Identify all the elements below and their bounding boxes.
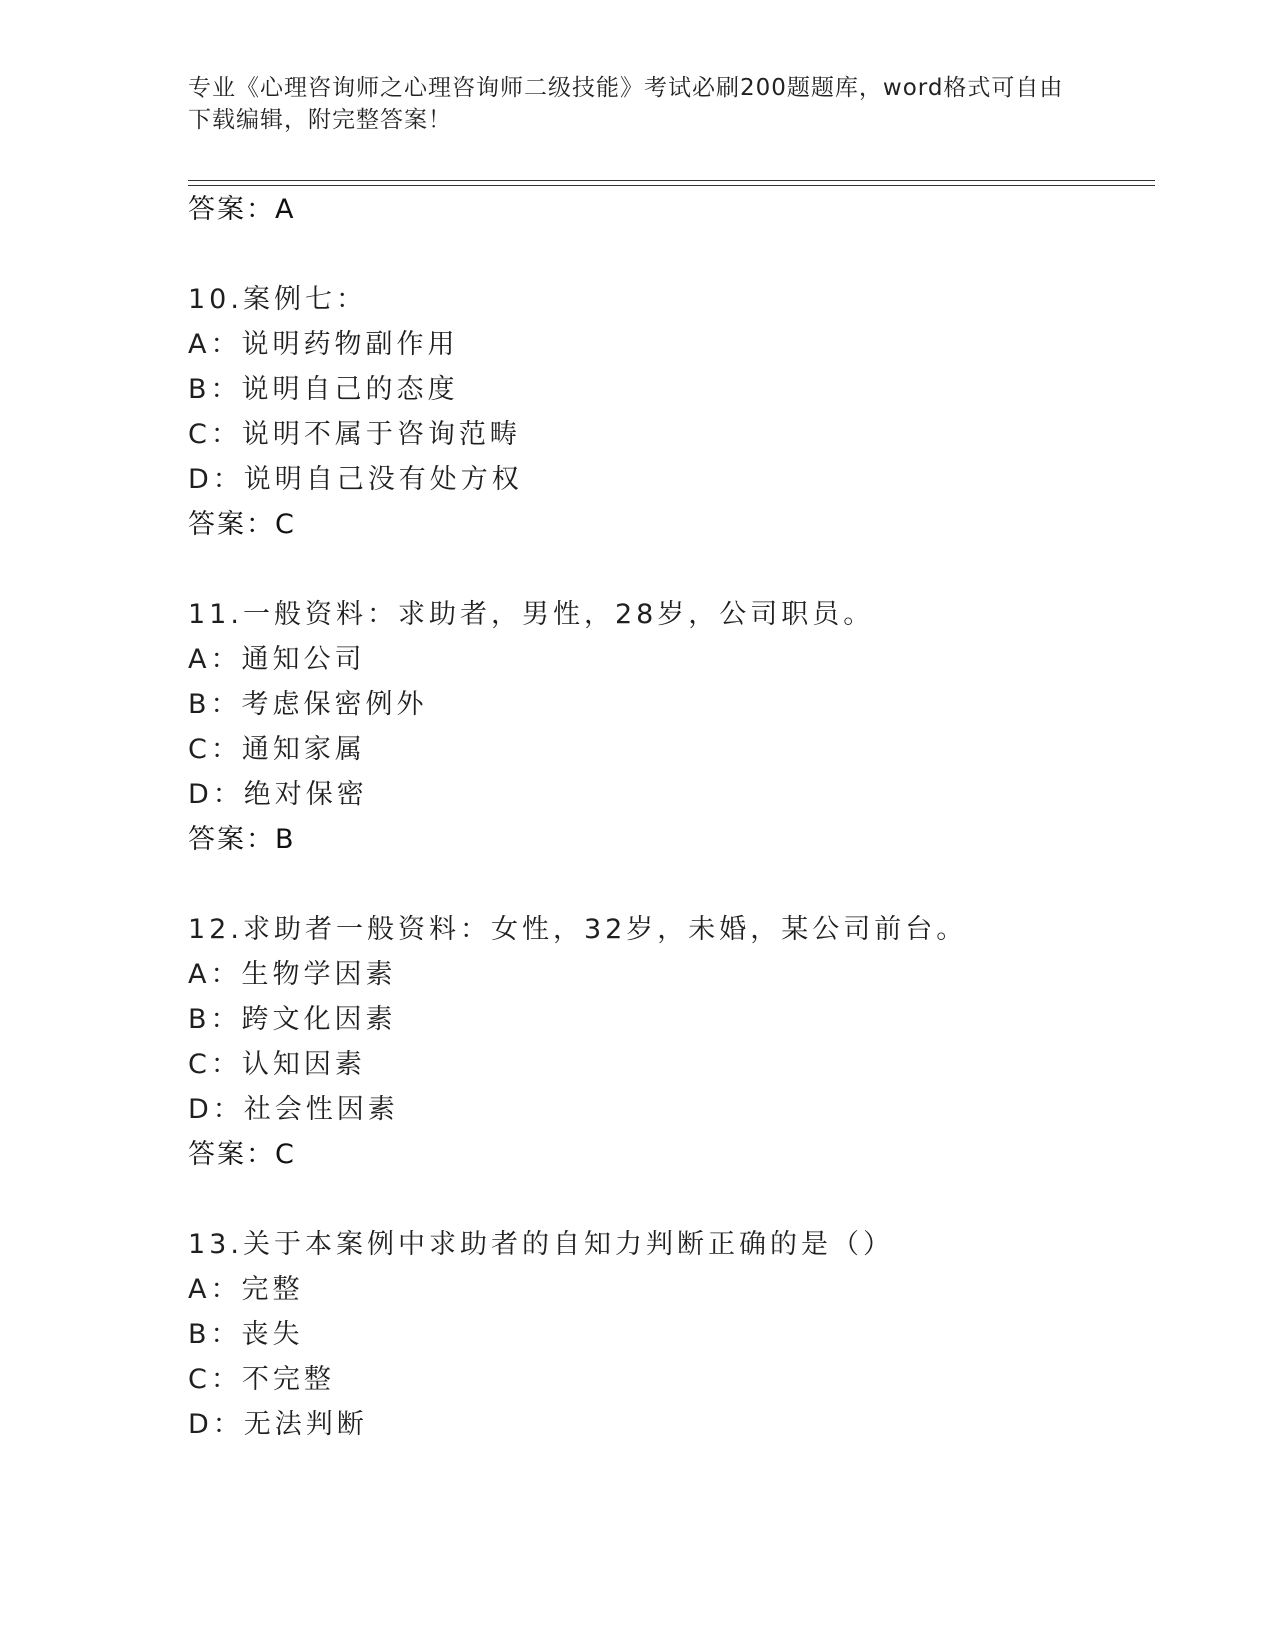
answer-line: 答案：A [188,194,296,225]
question-text: 10.案例七： [188,284,367,315]
option-d: D：说明自己没有处方权 [188,464,523,495]
option-a: A：完整 [188,1274,304,1305]
answer-line: 答案：C [188,1139,296,1170]
option-c: C：认知因素 [188,1049,366,1080]
answer-line: 答案：C [188,509,296,540]
header-divider-bottom [188,185,1155,186]
option-b: B：丧失 [188,1319,304,1350]
option-b: B：跨文化因素 [188,1004,397,1035]
option-b: B：说明自己的态度 [188,374,459,405]
header-divider-top [188,180,1155,181]
question-text: 13.关于本案例中求助者的自知力判断正确的是（） [188,1229,894,1260]
answer-line: 答案：B [188,824,296,855]
document-header: 专业《心理咨询师之心理咨询师二级技能》考试必刷200题题库，word格式可自由下载编辑，附完整答案！ [188,75,1064,133]
option-a: A：通知公司 [188,644,366,675]
option-a: A：说明药物副作用 [188,329,459,360]
option-a: A：生物学因素 [188,959,397,990]
question-text: 11.一般资料：求助者，男性，28岁，公司职员。 [188,599,875,630]
option-d: D：无法判断 [188,1409,368,1440]
option-c: C：不完整 [188,1364,335,1395]
option-d: D：绝对保密 [188,779,368,810]
question-text: 12.求助者一般资料：女性，32岁，未婚，某公司前台。 [188,914,968,945]
option-d: D：社会性因素 [188,1094,399,1125]
option-c: C：说明不属于咨询范畴 [188,419,521,450]
option-c: C：通知家属 [188,734,366,765]
option-b: B：考虑保密例外 [188,689,428,720]
